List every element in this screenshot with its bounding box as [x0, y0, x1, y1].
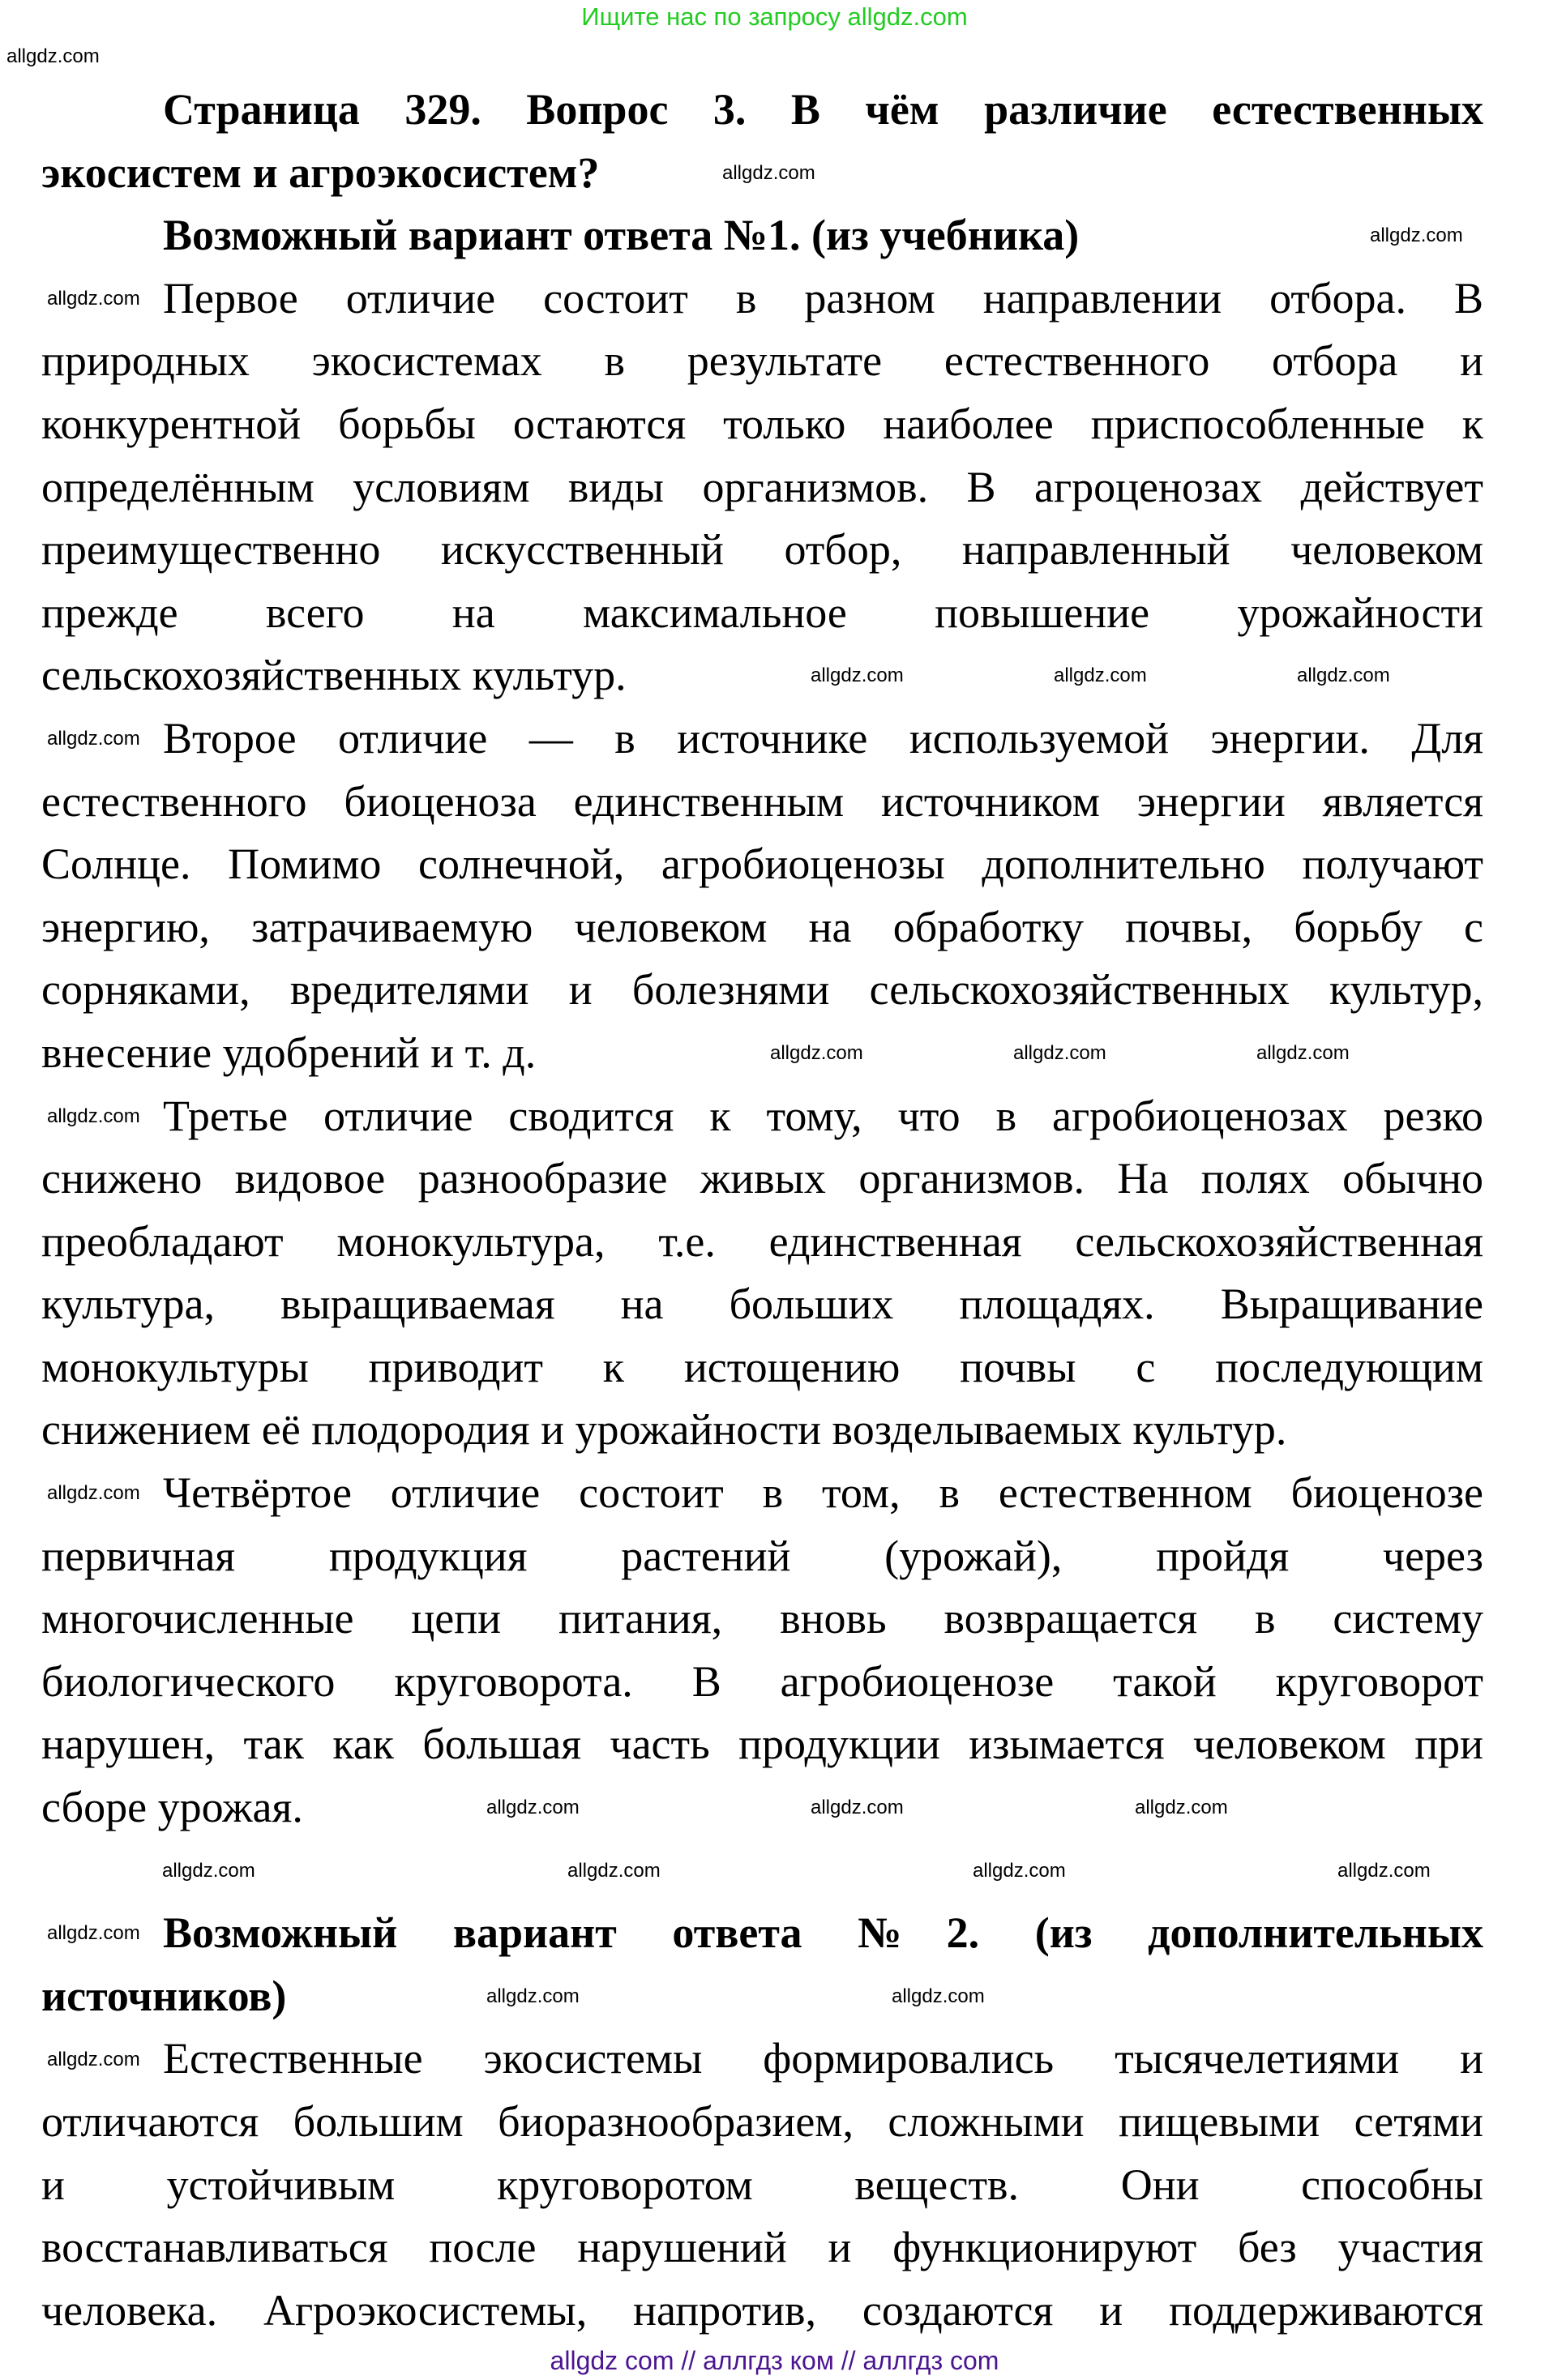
watermark: allgdz.com [1337, 1859, 1431, 1882]
paragraph [41, 1462, 1483, 1839]
watermark: allgdz.com [567, 1859, 661, 1882]
text-line: человека. Агроэкосистемы, напротив, создаются и поддерживаются [41, 2285, 1483, 2335]
document-body [41, 79, 1483, 2342]
text-line: Естественные экосистемы формировались тысячелетиями и [163, 2034, 1483, 2083]
watermark: allgdz.com [486, 1797, 580, 1819]
text-line: Второе отличие — в источнике используемой энергии. Для [163, 713, 1483, 763]
watermark: allgdz.com [722, 161, 815, 184]
text-line: снижением её плодородия и урожайности возделываемых культур. [41, 1405, 1287, 1455]
text-line: снижено видовое разнообразие живых организмов. На полях обычно [41, 1154, 1483, 1203]
watermark: allgdz.com [47, 1482, 140, 1505]
heading-line: Возможный вариант ответа №1. (из учебника) [163, 211, 1080, 260]
text-line: Солнце. Помимо солнечной, агробиоценозы дополнительно получают [41, 840, 1483, 889]
text-line: преимущественно искусственный отбор, направленный человеком [41, 525, 1483, 575]
text-line: преобладают монокультура, т.е. единственная сельскохозяйственная [41, 1216, 1483, 1266]
text-line: биологического круговорота. В агробиоценозе такой круговорот [41, 1656, 1483, 1706]
watermark: allgdz.com [486, 1985, 580, 2007]
page-title [41, 79, 1483, 204]
text-line: культура, выращиваемая на больших площадях. Выращивание [41, 1280, 1483, 1329]
paragraph [41, 2027, 1483, 2342]
text-line: внесение удобрений и т. д. [41, 1028, 537, 1077]
watermark: allgdz.com [1013, 1042, 1106, 1064]
text-line: Третье отличие сводится к тому, что в агробиоценозах резко [163, 1091, 1483, 1140]
text-line: первичная продукция растений (урожай), пройдя через [41, 1531, 1483, 1580]
watermark: allgdz.com [162, 1859, 255, 1882]
paragraph [41, 267, 1483, 707]
text-line: сборе урожая. [41, 1783, 303, 1832]
text-line: сорняками, вредителями и болезнями сельскохозяйственных культур, [41, 965, 1483, 1015]
text-line: энергию, затрачиваемую человеком на обработку почвы, борьбу с [41, 902, 1483, 951]
text-line: определённым условиям виды организмов. В агроценозах действует [41, 462, 1483, 511]
watermark: allgdz.com [770, 1042, 863, 1064]
watermark: allgdz.com [892, 1985, 985, 2007]
watermark: allgdz.com [1370, 224, 1463, 247]
section-heading [41, 1902, 1483, 2027]
text-line: нарушен, так как большая часть продукции изымается человеком при [41, 1720, 1483, 1769]
text-line: и устойчивым круговоротом веществ. Они способны [41, 2160, 1483, 2209]
watermark: allgdz.com [47, 728, 140, 750]
watermark: allgdz.com [1256, 1042, 1350, 1064]
text-line: Четвёртое отличие состоит в том, в естественном биоценозе [163, 1468, 1483, 1518]
text-line: восстанавливаться после нарушений и функционируют без участия [41, 2223, 1483, 2272]
paragraph [41, 1085, 1483, 1463]
watermark: allgdz.com [47, 1105, 140, 1127]
text-line: конкурентной борьбы остаются только наиболее приспособленные к [41, 399, 1483, 448]
spacer [41, 1839, 1483, 1903]
text-line: сельскохозяйственных культур. [41, 651, 627, 700]
heading-line: Возможный вариант ответа №2. (из дополнительных [163, 1908, 1483, 1958]
section-heading [41, 204, 1483, 267]
watermark: allgdz.com [973, 1859, 1066, 1882]
watermark: allgdz.com [1054, 664, 1147, 687]
text-line: природных экосистемах в результате естественного отбора и [41, 336, 1483, 386]
text-line: естественного биоценоза единственным источником энергии является [41, 776, 1483, 826]
text-line: Первое отличие состоит в разном направлении отбора. В [163, 273, 1483, 323]
watermark: allgdz.com [47, 287, 140, 310]
title-line: экосистем и агроэкосистем? [41, 147, 600, 197]
footer-watermark: allgdz com // аллгдз ком // аллгдз com [550, 2346, 999, 2375]
watermark: allgdz.com [6, 45, 100, 67]
heading-line: источников) [41, 1971, 287, 2020]
text-line: прежде всего на максимальное повышение урожайности [41, 588, 1483, 637]
watermark: allgdz.com [811, 1797, 904, 1819]
text-line: монокультуры приводит к истощению почвы с последующим [41, 1342, 1483, 1391]
watermark: allgdz.com [811, 664, 904, 687]
watermark: allgdz.com [47, 2048, 140, 2070]
text-line: многочисленные цепи питания, вновь возвращается в систему [41, 1594, 1483, 1643]
watermark: allgdz.com [1135, 1797, 1228, 1819]
title-line: Страница 329. Вопрос 3. В чём различие естественных [163, 85, 1483, 134]
search-banner[interactable]: Ищите нас по запросу allgdz.com [581, 2, 968, 31]
watermark: allgdz.com [1297, 664, 1390, 687]
watermark: allgdz.com [47, 1922, 140, 1945]
paragraph [41, 707, 1483, 1085]
text-line: отличаются большим биоразнообразием, сложными пищевыми сетями [41, 2097, 1483, 2146]
